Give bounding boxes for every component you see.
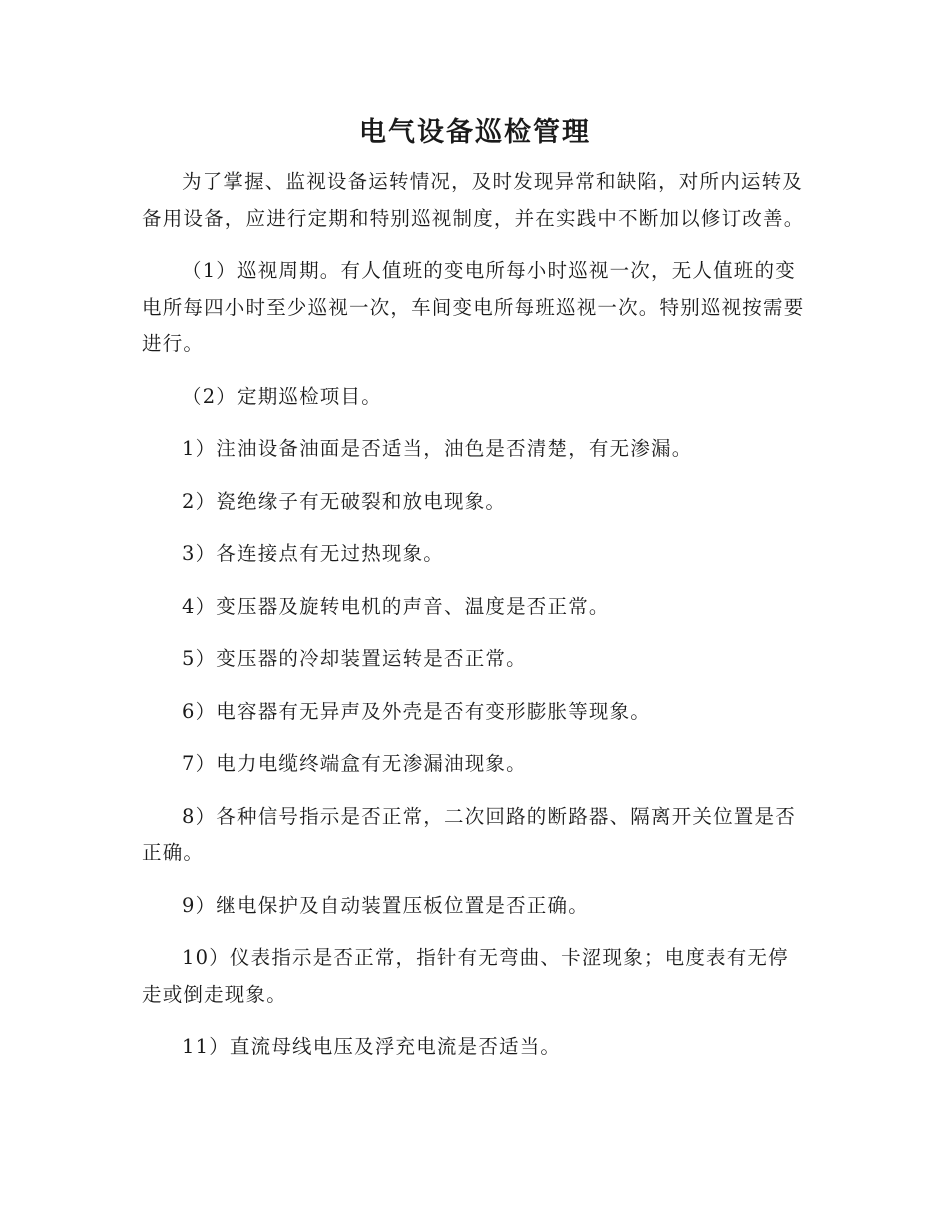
document-body [142, 110, 808, 1082]
inspection-item-5: 5）变压器的冷却装置运转是否正常。 [182, 647, 527, 670]
inspection-item-9: 9）继电保护及自动装置压板位置是否正确。 [182, 893, 589, 917]
inspection-items-heading: （2）定期巡检项目。 [182, 384, 382, 408]
inspection-item-10: 10）仪表指示是否正常，指针有无弯曲、卡涩现象；电度表有无停走或倒走现象。 [142, 946, 789, 1006]
inspection-item-6: 6）电容器有无异声及外壳是否有变形膨胀等现象。 [182, 699, 652, 723]
inspection-item-2: 2）瓷绝缘子有无破裂和放电现象。 [182, 489, 507, 513]
inspection-item-7: 7）电力电缆终端盒有无渗漏油现象。 [182, 752, 527, 775]
inspection-item-1: 1）注油设备油面是否适当，油色是否清楚，有无渗漏。 [182, 437, 693, 460]
inspection-item-11: 11）直流母线电压及浮充电流是否适当。 [182, 1035, 562, 1058]
inspection-cycle-paragraph: （1）巡视周期。有人值班的变电所每小时巡视一次，无人值班的变电所每四小时至少巡视一次，车间变电所每班巡视一次。特别巡视按需要进行。 [142, 259, 805, 355]
inspection-item-3: 3）各连接点有无过热现象。 [182, 542, 445, 565]
inspection-item-8: 8）各种信号指示是否正常，二次回路的断路器、隔离开关位置是否正确。 [142, 804, 796, 864]
inspection-item-4: 4）变压器及旋转电机的声音、温度是否正常。 [182, 594, 610, 618]
document-title: 电气设备巡检管理 [359, 117, 591, 148]
intro-paragraph: 为了掌握、监视设备运转情况，及时发现异常和缺陷，对所内运转及备用设备，应进行定期和特别巡视制度，并在实践中不断加以修订改善。 [142, 170, 805, 230]
